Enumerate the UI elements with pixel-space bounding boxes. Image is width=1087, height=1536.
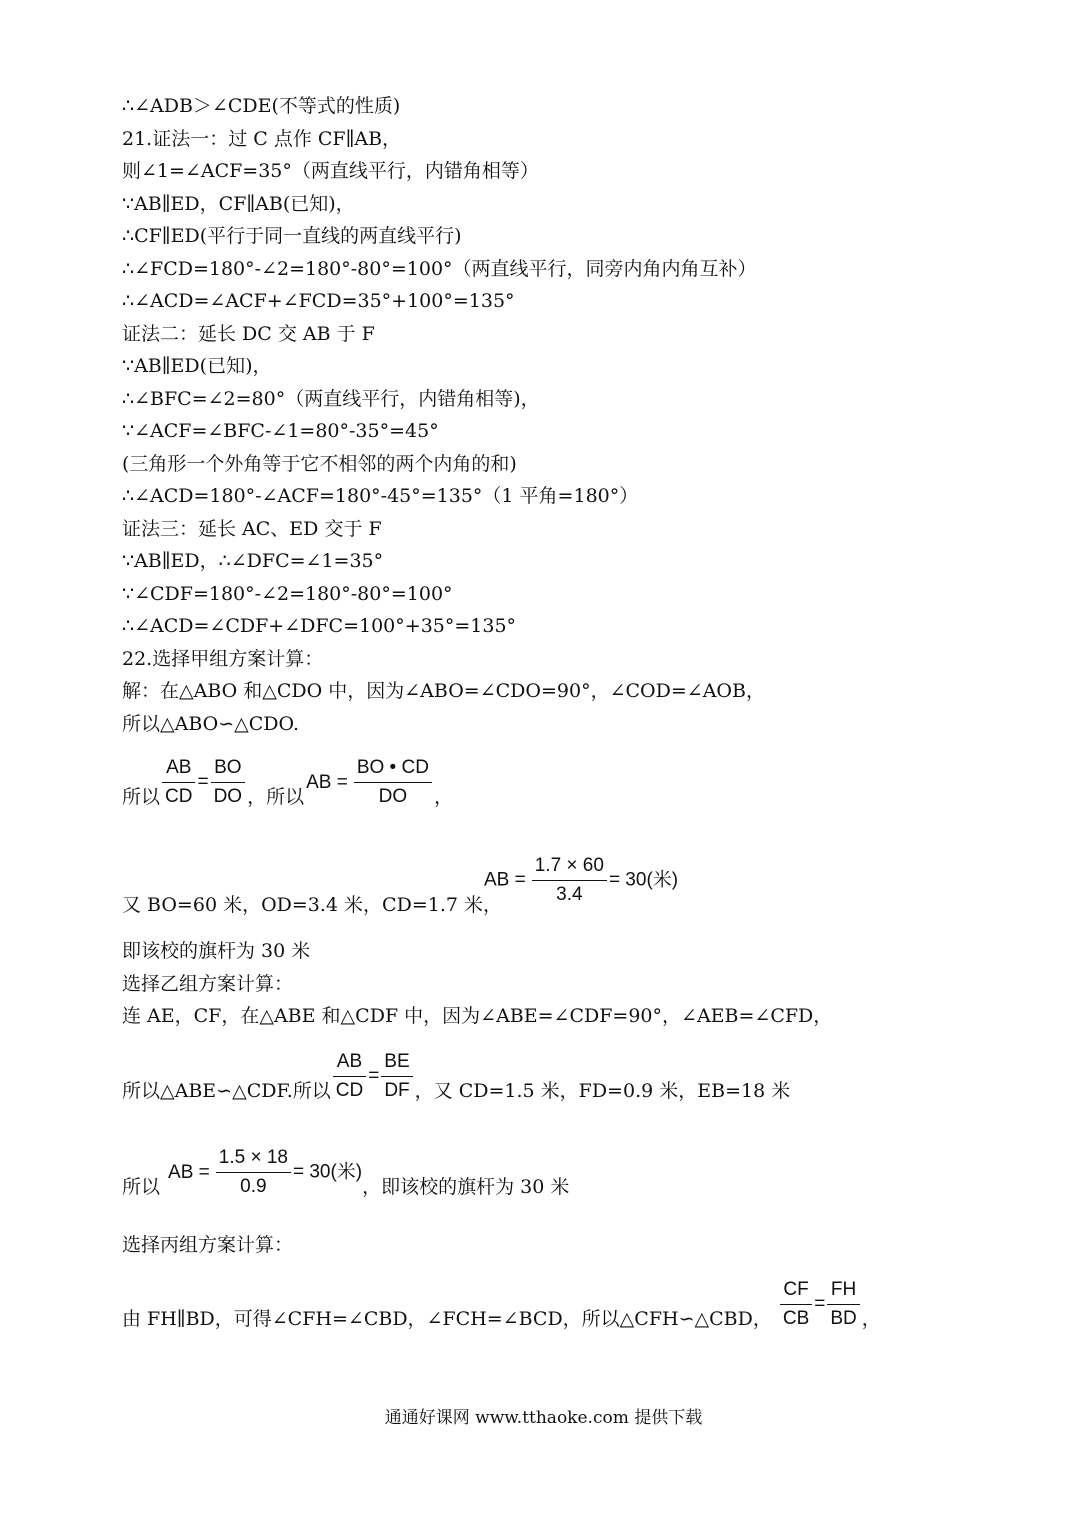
- text-line: 21.证法一：过 C 点作 CF∥AB，: [122, 128, 402, 150]
- formula-rhs: = 30(米): [608, 869, 679, 891]
- numerator: BO • CD: [354, 756, 432, 783]
- fraction: [211, 756, 246, 809]
- text-line: 即该校的旗杆为 30 米: [122, 940, 311, 962]
- text-fragment: 所以: [122, 786, 161, 808]
- formula-lhs: AB =: [306, 771, 348, 793]
- text-fragment: ，: [861, 1308, 881, 1330]
- denominator: DF: [384, 1080, 410, 1101]
- formula-rhs: = 30(米): [292, 1161, 363, 1183]
- text-line: ∴∠FCD=180°-∠2=180°-80°=100°（两直线平行，同旁内角内角互补）: [122, 258, 757, 280]
- numerator: AB: [333, 1050, 366, 1077]
- numerator: AB: [162, 756, 195, 783]
- text-line: 证法三：延长 AC、ED 交于 F: [122, 518, 382, 540]
- fraction: [333, 1050, 366, 1103]
- formula-line: [122, 756, 453, 809]
- denominator: 0.9: [240, 1176, 267, 1197]
- formula-line: [122, 1146, 569, 1199]
- text-line: 解：在△ABO 和△CDO 中，因为∠ABO=∠CDO=90°，∠COD=∠AOB，: [122, 680, 765, 702]
- numerator: 1.7 × 60: [532, 854, 607, 881]
- text-line: 证法二：延长 DC 交 AB 于 F: [122, 323, 375, 345]
- fraction: [354, 756, 432, 809]
- text-fragment: 所以△ABE∽△CDF.所以: [122, 1080, 331, 1102]
- numerator: BO: [211, 756, 246, 783]
- denominator: CD: [335, 1080, 364, 1101]
- text-line: ∵AB∥ED，∴∠DFC=∠1=35°: [122, 550, 384, 572]
- fraction: [780, 1278, 812, 1331]
- text-line: 连 AE，CF，在△ABE 和△CDF 中，因为∠ABE=∠CDF=90°，∠AEB=∠CFD，: [122, 1005, 833, 1027]
- text-line: ∵∠CDF=180°-∠2=180°-80°=100°: [122, 583, 453, 605]
- text-line: ∴CF∥ED(平行于同一直线的两直线平行): [122, 225, 462, 247]
- fraction: [827, 1278, 859, 1331]
- equals-sign: =: [368, 1065, 380, 1087]
- equals-sign: =: [197, 771, 209, 793]
- text-line: ∵∠ACF=∠BFC-∠1=80°-35°=45°: [122, 420, 439, 442]
- text-fragment: ，所以: [247, 786, 305, 808]
- numerator: FH: [827, 1278, 859, 1305]
- text-fragment: 所以: [122, 1176, 161, 1198]
- text-line: ∴∠ACD=180°-∠ACF=180°-45°=135°（1 平角=180°）: [122, 485, 639, 507]
- formula-lhs: AB =: [168, 1161, 210, 1183]
- denominator: DO: [213, 786, 243, 807]
- formula-lhs: AB =: [484, 869, 526, 891]
- text-line: (三角形一个外角等于它不相邻的两个内角的和): [122, 453, 517, 475]
- text-line: ∴∠ADB＞∠CDE(不等式的性质): [122, 95, 401, 117]
- text-line: 所以△ABO∽△CDO.: [122, 713, 300, 735]
- denominator: BD: [830, 1308, 857, 1329]
- numerator: CF: [780, 1278, 812, 1305]
- page-footer: 通通好课网 www.tthaoke.com 提供下载: [384, 1408, 703, 1428]
- denominator: DO: [378, 786, 408, 807]
- text-line: ∵AB∥ED，CF∥AB(已知)，: [122, 193, 355, 215]
- text-line: ∴∠BFC=∠2=80°（两直线平行，内错角相等)，: [122, 388, 540, 410]
- text-line: ∴∠ACD=∠CDF+∠DFC=100°+35°=135°: [122, 615, 517, 637]
- formula-line: [122, 1050, 790, 1103]
- denominator: CB: [782, 1308, 810, 1329]
- text-fragment: 由 FH∥BD，可得∠CFH=∠CBD，∠FCH=∠BCD，所以△CFH∽△CBD，: [122, 1308, 772, 1330]
- text-line: ∴∠ACD=∠ACF+∠FCD=35°+100°=135°: [122, 290, 515, 312]
- denominator: 3.4: [556, 884, 583, 905]
- text-fragment: ，又 CD=1.5 米，FD=0.9 米，EB=18 米: [414, 1080, 791, 1102]
- text-line: 选择丙组方案计算：: [122, 1234, 294, 1256]
- text-line: 又 BO=60 米，OD=3.4 米，CD=1.7 米，: [122, 894, 503, 916]
- text-line: ∵AB∥ED(已知)，: [122, 355, 272, 377]
- text-line: 22.选择甲组方案计算：: [122, 648, 324, 670]
- equals-sign: =: [814, 1293, 826, 1315]
- numerator: 1.5 × 18: [216, 1146, 291, 1173]
- text-line: 则∠1=∠ACF=35°（两直线平行，内错角相等）: [122, 160, 539, 182]
- formula-line: [122, 1278, 881, 1331]
- fraction: [381, 1050, 412, 1103]
- formula-line: [484, 854, 678, 907]
- text-fragment: ，即该校的旗杆为 30 米: [362, 1176, 570, 1198]
- fraction: [532, 854, 607, 907]
- numerator: BE: [381, 1050, 412, 1077]
- fraction: [162, 756, 195, 809]
- fraction: [216, 1146, 291, 1199]
- text-line: 选择乙组方案计算：: [122, 973, 294, 995]
- text-fragment: ，: [433, 786, 453, 808]
- denominator: CD: [165, 786, 193, 807]
